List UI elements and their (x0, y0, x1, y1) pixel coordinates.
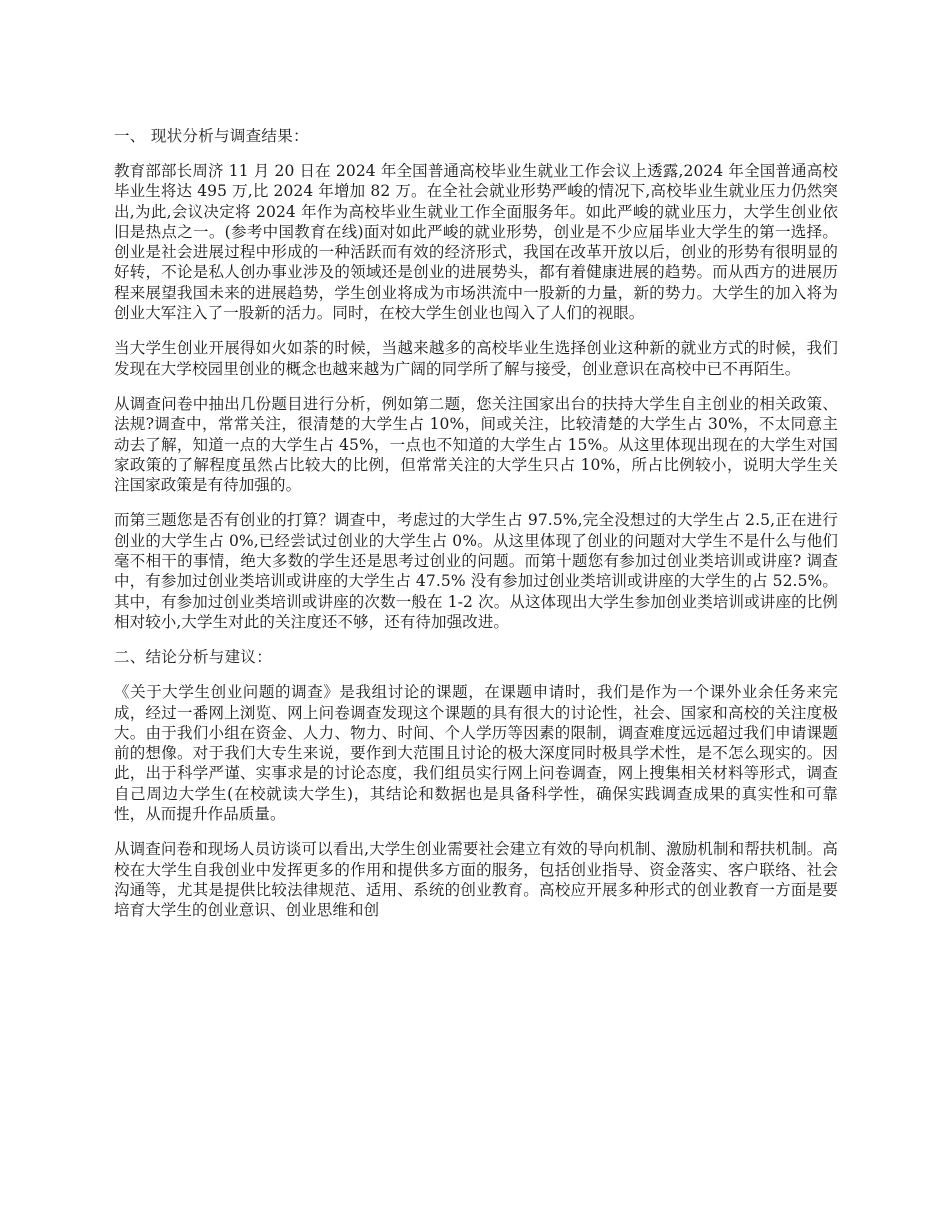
paragraph-4: 而第三题您是否有创业的打算？调查中，考虑过的大学生占 97.5%,完全没想过的大学生占 2.5,正在进行创业的大学生占 0%,已经尝试过创业的大学生占 0%。从这里体现了创业的问题对大学生不是什么与他们毫不相干的事情，绝大多数的学生还是思考过创业的问题。而第十题您有参加过创业类培训或讲座? 调查中，有参加过创业类培训或讲座的大学生占 47.5% 没有参加过创业类培训或讲座的大学生的占 52.5%。其中，有参加过创业类培训或讲座的次数一般在 1-2 次。从这体现出大学生参加创业类培训或讲座的比例相对较小,大学生对此的关注度还不够，还有待加强改进。 (114, 511, 838, 631)
paragraph-1: 教育部部长周济 11 月 20 日在 2024 年全国普通高校毕业生就业工作会议上透露,2024 年全国普通高校毕业生将达 495 万,比 2024 年增加 82 万。在全社会就业形势严峻的情况下,高校毕业生就业压力仍然突出,为此,会议决定将 2024 年作为高校毕业生就业工作全面服务年。如此严峻的就业压力，大学生创业依旧是热点之一。(参考中国教育在线)面对如此严峻的就业形势，创业是不少应届毕业大学生的第一选择。创业是社会进展过程中形成的一种活跃而有效的经济形式，我国在改革开放以后，创业的形势有很明显的好转，不论是私人创办事业涉及的领域还是创业的进展势头，都有着健康进展的趋势。而从西方的进展历程来展望我国未来的进展趋势，学生创业将成为市场洪流中一股新的力量，新的势力。大学生的加入将为创业大军注入了一股新的活力。同时，在校大学生创业也闯入了人们的视眼。 (114, 162, 838, 323)
document-page (114, 126, 838, 936)
paragraph-2: 当大学生创业开展得如火如荼的时候，当越来越多的高校毕业生选择创业这种新的就业方式的时候，我们发现在大学校园里创业的概念也越来越为广阔的同学所了解与接受，创业意识在高校中已不再陌生。 (114, 339, 838, 378)
section-heading-2: 二、结论分析与建议： (114, 648, 273, 667)
paragraph-6: 从调查问卷和现场人员访谈可以看出,大学生创业需要社会建立有效的导向机制、激励机制和帮扶机制。高校在大学生自我创业中发挥更多的作用和提供多方面的服务，包括创业指导、资金落实、客户联络、社会沟通等，尤其是提供比较法律规范、适用、系统的创业教育。高校应开展多种形式的创业教育一方面是要培育大学生的创业意识、创业思维和创 (114, 840, 838, 920)
section-heading-1: 一、 现状分析与调查结果： (114, 127, 309, 145)
paragraph-5: 《关于大学生创业问题的调查》是我组讨论的课题，在课题申请时，我们是作为一个课外业余任务来完成，经过一番网上浏览、网上问卷调查发现这个课题的具有很大的讨论性，社会、国家和高校的关注度极大。由于我们小组在资金、人力、物力、时间、个人学历等因素的限制，调查难度远远超过我们申请课题前的想像。对于我们大专生来说，要作到大范围且讨论的极大深度同时极具学术性，是不怎么现实的。因此，出于科学严谨、实事求是的讨论态度，我们组员实行网上问卷调查，网上搜集相关材料等形式，调查自己周边大学生(在校就读大学生)，其结论和数据也是具备科学性，确保实践调查成果的真实性和可靠性，从而提升作品质量。 (114, 683, 838, 824)
paragraph-3: 从调查问卷中抽出几份题目进行分析，例如第二题，您关注国家出台的扶持大学生自主创业的相关政策、法规?调查中，常常关注，很清楚的大学生占 10%，间或关注，比较清楚的大学生占 30%，不太同意主动去了解，知道一点的大学生占 45%，一点也不知道的大学生占 15%。从这里体现出现在的大学生对国家政策的了解程度虽然占比较大的比例，但常常关注的大学生只占 10%，所占比例较小，说明大学生关注国家政策是有待加强的。 (114, 394, 838, 495)
